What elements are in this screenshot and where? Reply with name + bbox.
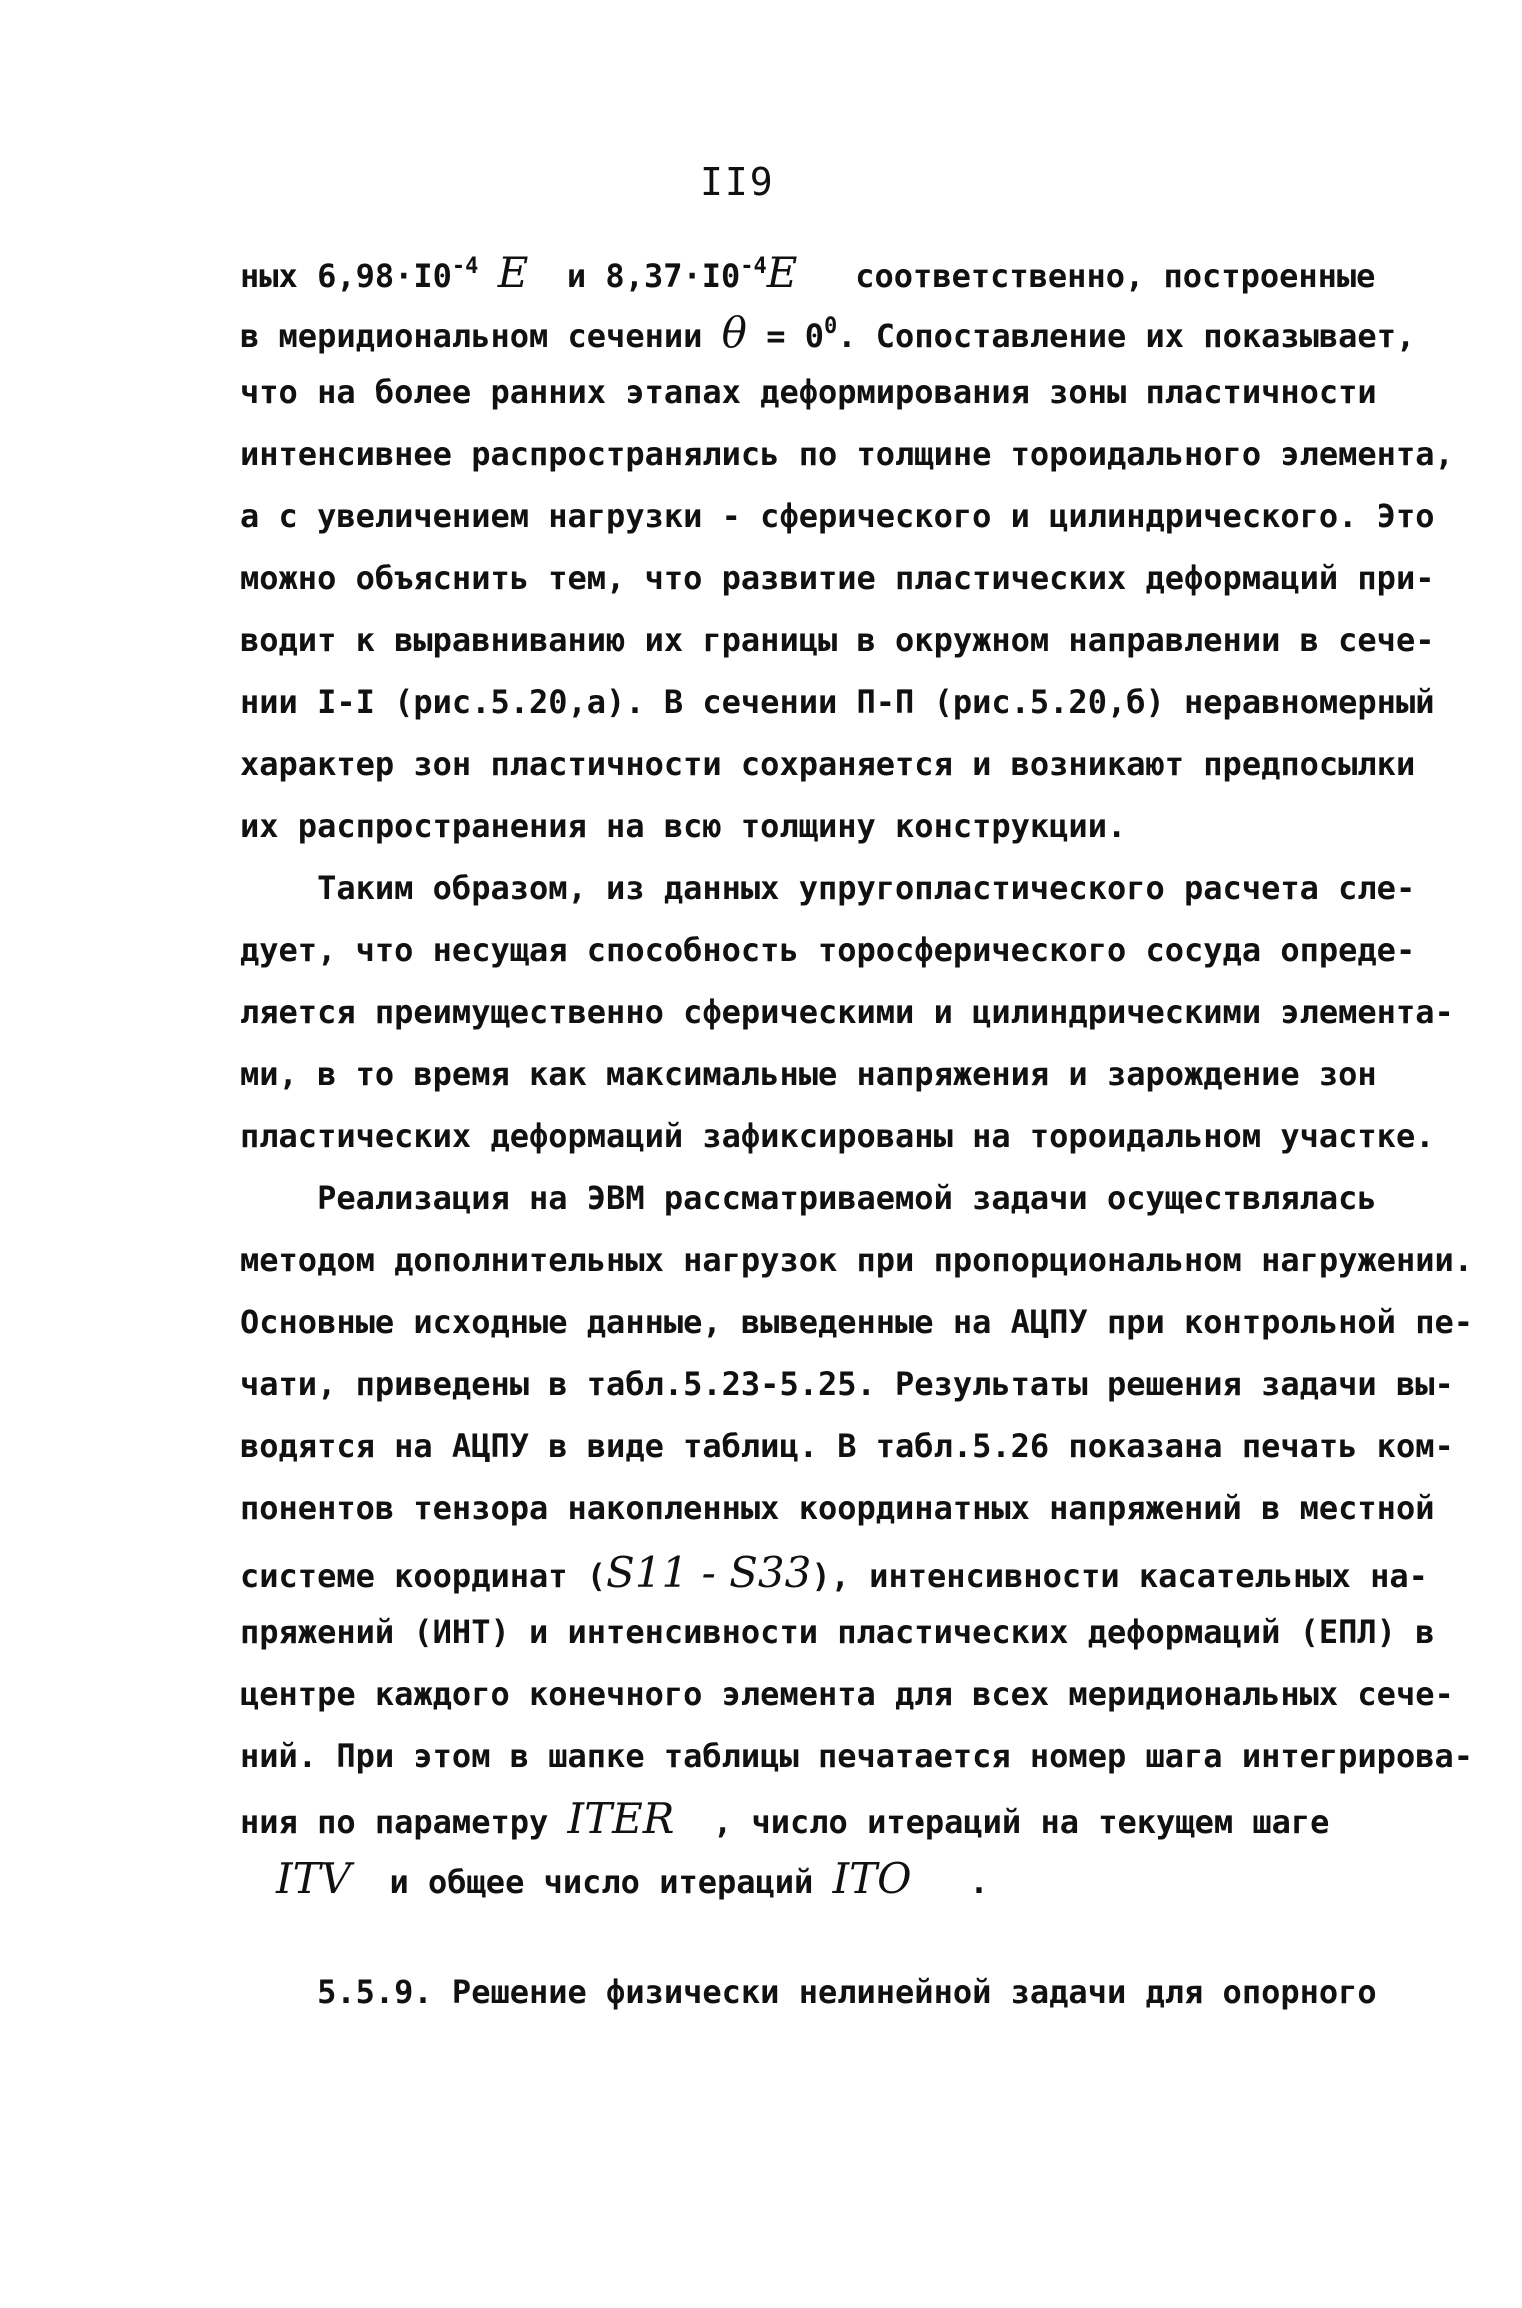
text-line-16: Реализация на ЭВМ рассматриваемой задачи осуществлялась [240,1179,1377,1217]
text-line-24: центре каждого конечного элемента для всех меридиональных сече- [240,1675,1454,1713]
text-line-10: их распространения на всю толщину конструкции. [240,807,1127,845]
text-line-17: методом дополнительных нагрузок при пропорциональном нагружении. [240,1241,1473,1279]
text-line-26: ния по параметру ITER , число итераций на текущем шаге [240,1794,1330,1843]
text-line-18: Основные исходные данные, выведенные на АЦПУ при контрольной пе- [240,1303,1473,1341]
text-line-2: в меридиональном сечении $\theta = 0^0$. Сопоставление их показывает, [240,308,1416,357]
text-line-13: ляется преимущественно сферическими и цилиндрическими элемента- [240,993,1454,1031]
text-line-21: понентов тензора накопленных координатных напряжений в местной [240,1489,1435,1527]
text-line-9: характер зон пластичности сохраняется и возникают предпосылки [240,745,1416,783]
handwritten-itv: ITV [276,1854,351,1903]
section-heading-5-5-9: 5.5.9. Решение физически нелинейной задачи для опорного [240,1973,1377,2011]
text-line-25: ний. При этом в шапке таблицы печатается номер шага интегрирова- [240,1737,1473,1775]
text-line-1: ных $6,98\cdot I0^{-4}$ E и $8,37\cdot I0^{-4}E$ соответственно, построенные [240,248,1376,297]
text-line-19: чати, приведены в табл.5.23-5.25. Результаты решения задачи вы- [240,1365,1454,1403]
text-line-12: дует, что несущая способность торосферического сосуда опреде- [240,931,1416,969]
text-line-4: интенсивнее распространялись по толщине тороидального элемента, [240,435,1454,473]
symbol-e: E [766,248,798,297]
symbol-theta: θ [721,308,747,357]
text-line-23: пряжений (ИНТ) и интенсивности пластических деформаций (ЕПЛ) в [240,1613,1435,1651]
text-line-6: можно объяснить тем, что развитие пластических деформаций при- [240,559,1435,597]
text-line-11: Таким образом, из данных упругопластического расчета сле- [240,869,1416,907]
text-line-15: пластических деформаций зафиксированы на тороидальном участке. [240,1117,1435,1155]
handwritten-iter: ITER [567,1794,675,1843]
text-line-14: ми, в то время как максимальные напряжения и зарождение зон [240,1055,1377,1093]
text-line-27: ITV и общее число итераций ITO . [276,1854,989,1903]
handwritten-ito: ITO [832,1854,912,1903]
text-line-8: нии I-I (рис.5.20,а). В сечении П-П (рис.5.20,б) неравномерный [240,683,1435,721]
text-line-5: а с увеличением нагрузки - сферического и цилиндрического. Это [240,497,1435,535]
symbol-e: E [497,248,529,297]
handwritten-s11-s33: S11 - S33 [606,1548,812,1597]
page-number: II9 [700,160,775,204]
text-line-7: водит к выравниванию их границы в окружном направлении в сече- [240,621,1435,659]
text-line-22: системе координат (S11 - S33), интенсивности касательных на- [240,1548,1428,1597]
text-line-3: что на более ранних этапах деформирования зоны пластичности [240,373,1377,411]
text-line-20: водятся на АЦПУ в виде таблиц. В табл.5.26 показана печать ком- [240,1427,1454,1465]
